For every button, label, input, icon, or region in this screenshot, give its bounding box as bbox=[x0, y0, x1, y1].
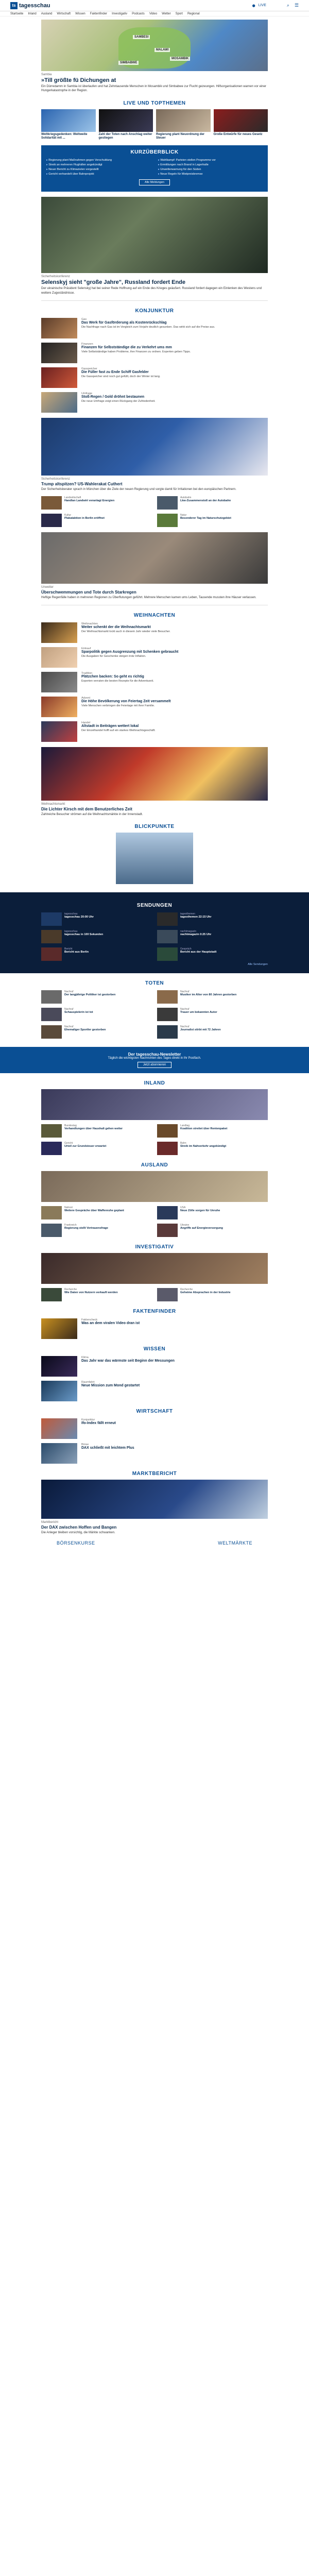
trump-kicker: Sicherheitskonferenz bbox=[41, 478, 71, 481]
hero-map-image bbox=[41, 20, 268, 71]
card-title: Weltkriegsgedenken: Weltweite Solidarität mit ... bbox=[41, 132, 88, 140]
item-kicker: Gas bbox=[81, 318, 87, 321]
sendungen-row bbox=[41, 947, 268, 961]
toten-kicker: Nachruf bbox=[180, 1008, 190, 1011]
grid-item[interactable] bbox=[157, 496, 268, 510]
sendungen-row bbox=[41, 912, 268, 926]
toten-kicker: Nachruf bbox=[64, 1025, 74, 1029]
site-header bbox=[0, 0, 309, 11]
nav-item[interactable]: Podcasts bbox=[132, 12, 145, 15]
item-title: Die Füller fast zu Ende Schiff Gasfelder bbox=[81, 370, 149, 375]
toten-title: Schauspielerin ist tot bbox=[64, 1011, 93, 1014]
sendung-kicker: tagesthemen bbox=[180, 912, 195, 916]
logo-text: tagesschau bbox=[19, 2, 50, 9]
inland-kicker: Gericht bbox=[64, 1142, 73, 1145]
inland-kicker: Bundestag bbox=[64, 1124, 77, 1128]
live-card[interactable] bbox=[99, 109, 153, 140]
kurz-item[interactable]: ▸ Regierung plant Maßnahmen gegen Verschuldung bbox=[46, 158, 151, 163]
investigativ-kicker: Recherche bbox=[64, 1288, 77, 1292]
item-title: Plätzchen backen: So geht es richtig bbox=[81, 674, 144, 679]
wirtschaft-item[interactable] bbox=[41, 1443, 268, 1464]
item-desc: Der Einzelhandel hofft auf ein starkes Weihnachtsgeschäft. bbox=[81, 728, 156, 732]
lead-teaser-text: Der ukrainische Präsident Selenskyj hat bei seiner Rede Hoffnung auf ein Ende des Krieges geäußert. Russland fordert dagegen ein Einlenken des Westens und weitere Zugeständnisse. bbox=[41, 287, 262, 295]
ausland-item-image bbox=[157, 1206, 178, 1219]
main-content bbox=[41, 20, 268, 140]
sendung-title: Bericht aus Berlin bbox=[64, 951, 89, 954]
section-heading-investigativ: INVESTIGATIV bbox=[135, 1244, 174, 1250]
sendung-item[interactable] bbox=[157, 947, 268, 961]
nav-item[interactable]: Wirtschaft bbox=[57, 12, 71, 15]
toten-kicker: Nachruf bbox=[64, 990, 74, 994]
kurz-item[interactable]: ▸ Wahlkampf: Parteien stellen Programme vor bbox=[158, 158, 263, 163]
card-image bbox=[99, 109, 153, 132]
investigativ-title: Geheime Absprachen in der Industrie bbox=[180, 1291, 231, 1295]
grid-title: Handlan Landwirt veranlagt Energien bbox=[64, 499, 115, 502]
item-image bbox=[41, 1418, 77, 1439]
nav-item[interactable]: Sport bbox=[175, 12, 183, 15]
item-kicker: Umfrage bbox=[81, 392, 93, 396]
grid-title: Lkw-Zusammenstoß an der Autobahn bbox=[180, 499, 231, 502]
map-label: MOSAMBIK bbox=[170, 57, 190, 61]
sendungen-row bbox=[41, 930, 268, 943]
toten-kicker: Nachruf bbox=[180, 990, 190, 994]
item-title: Die Höhe Bevölkerung von Feiertag Zeit versammelt bbox=[81, 699, 171, 703]
list-item[interactable] bbox=[41, 318, 268, 338]
inland-title: Koalition streitet über Rentenpaket bbox=[180, 1127, 228, 1131]
ausland-kicker: USA bbox=[180, 1206, 186, 1210]
item-desc: Viele Selbstständige haben Probleme, ihre Finanzen zu ordnen. Experten geben Tipps. bbox=[81, 350, 191, 354]
ausland-item-image bbox=[157, 1224, 178, 1237]
live-card[interactable] bbox=[214, 109, 268, 140]
newsletter-box bbox=[0, 1047, 309, 1073]
live-card[interactable] bbox=[41, 109, 96, 140]
section-heading-live: LIVE UND TOPTHEMEN bbox=[123, 100, 186, 106]
ausland-title: Regierung stellt Vertrauensfrage bbox=[64, 1227, 108, 1230]
item-desc: Die Gasspeicher sind noch gut gefüllt, doch der Winter ist lang. bbox=[81, 375, 161, 379]
item-kicker: Faktencheck bbox=[81, 1318, 98, 1322]
marktbericht-kicker: Marktbericht bbox=[41, 1521, 59, 1524]
newsletter-subscribe-button[interactable]: Jetzt abonnieren bbox=[138, 1062, 171, 1068]
card-title: Regierung plant Neuordnung der Steuer bbox=[156, 132, 204, 140]
wirtschaft-item[interactable] bbox=[41, 1418, 268, 1439]
sendung-kicker: Bericht bbox=[64, 947, 73, 951]
investigativ-item[interactable] bbox=[157, 1288, 268, 1301]
list-item[interactable] bbox=[41, 392, 268, 413]
item-kicker: Einkauf bbox=[81, 647, 91, 650]
item-title: Stoß-Regen / Gold dröhnt bestaunen bbox=[81, 395, 145, 399]
grid-kicker: Kultur bbox=[64, 513, 72, 517]
item-image bbox=[41, 318, 77, 338]
inland-image[interactable] bbox=[41, 1089, 268, 1120]
grid-item[interactable] bbox=[157, 514, 268, 527]
nav-item[interactable]: Regional bbox=[187, 12, 200, 15]
section-heading-weihnachten: WEIHNACHTEN bbox=[133, 612, 176, 618]
item-kicker: Gasspeicher bbox=[81, 367, 97, 371]
lead-kicker: Sicherheitskonferenz bbox=[41, 275, 71, 279]
kurz-item[interactable]: ▸ Ermittlungen nach Brand in Lagerhalle bbox=[158, 163, 263, 167]
live-card[interactable] bbox=[156, 109, 211, 140]
kurz-item[interactable]: ▸ Unwetterwarnung für den Süden bbox=[158, 167, 263, 172]
main-content-4 bbox=[41, 1080, 268, 1545]
market-teaser[interactable] bbox=[41, 747, 268, 817]
toten-image bbox=[157, 1008, 178, 1021]
item-title: Sparpolitik gegen Ausgrenzung mit Schenken gebraucht bbox=[81, 650, 179, 654]
list-item[interactable] bbox=[41, 672, 268, 692]
sendung-item[interactable] bbox=[41, 912, 152, 926]
kurz-list-left bbox=[46, 158, 151, 176]
card-image bbox=[214, 109, 268, 132]
teaser-grid bbox=[41, 514, 268, 527]
ausland-row bbox=[41, 1224, 268, 1237]
logo[interactable] bbox=[10, 2, 50, 9]
item-image bbox=[41, 1356, 77, 1377]
grid-item[interactable] bbox=[41, 514, 152, 527]
main-content-3 bbox=[41, 980, 268, 1039]
section-heading-konjunktur: KONJUNKTUR bbox=[135, 308, 174, 314]
inland-item[interactable] bbox=[41, 1142, 152, 1155]
blickpunkte-image[interactable] bbox=[116, 833, 193, 884]
toten-row bbox=[41, 1008, 268, 1021]
inland-item-image bbox=[41, 1142, 62, 1155]
teaser-grid bbox=[41, 496, 268, 510]
section-heading-wirtschaft: WIRTSCHAFT bbox=[136, 1409, 173, 1415]
nav-item[interactable]: Video bbox=[149, 12, 158, 15]
section-heading-inland: INLAND bbox=[144, 1080, 165, 1087]
toten-row bbox=[41, 990, 268, 1004]
logo-icon: ts bbox=[10, 2, 18, 9]
toten-title: Trauer um bekannten Autor bbox=[180, 1011, 217, 1014]
inland-row bbox=[41, 1124, 268, 1138]
item-image bbox=[41, 367, 77, 388]
toten-row bbox=[41, 1025, 268, 1039]
list-item[interactable] bbox=[41, 622, 268, 643]
item-kicker: Klima bbox=[81, 1356, 89, 1360]
toten-image bbox=[157, 1025, 178, 1039]
section-heading-marktbericht: MARKTBERICHT bbox=[132, 1471, 177, 1477]
ausland-item[interactable] bbox=[41, 1224, 152, 1237]
toten-title: Musiker im Alter von 80 Jahren gestorben bbox=[180, 993, 237, 997]
sendung-item[interactable] bbox=[41, 930, 152, 943]
list-item[interactable] bbox=[41, 697, 268, 717]
sendung-title: Bericht aus der Hauptstadt bbox=[180, 951, 217, 954]
flood-teaser[interactable] bbox=[41, 532, 268, 600]
hero-teaser[interactable] bbox=[41, 20, 268, 93]
flood-title[interactable]: Überschwemmungen und Tote durch Starkregen bbox=[41, 589, 136, 595]
konjunktur-list bbox=[41, 318, 268, 413]
investigativ-item[interactable] bbox=[41, 1288, 152, 1301]
item-image bbox=[41, 647, 77, 668]
ausland-title: Neue Zölle sorgen für Unruhe bbox=[180, 1209, 220, 1213]
market-teaser-text: Zahlreiche Besucher strömen auf die Weihnachtsmärkte in der Innenstadt. bbox=[41, 812, 143, 816]
sendungen-more-link[interactable]: Alle Sendungen bbox=[248, 963, 268, 967]
inland-item[interactable] bbox=[157, 1142, 268, 1155]
map-label: SIMBABWE bbox=[118, 61, 139, 65]
sendung-kicker: Gespräch bbox=[180, 947, 192, 951]
grid-title: Plakataktion in Berlin eröffnet bbox=[64, 516, 105, 520]
ausland-item-image bbox=[41, 1224, 62, 1237]
grid-item[interactable] bbox=[41, 496, 152, 510]
inland-title: Verhandlungen über Haushalt gehen weiter bbox=[64, 1127, 123, 1131]
hero-title[interactable]: »Till größte fü Dichungen at bbox=[41, 77, 116, 83]
sendungen-section bbox=[0, 892, 309, 973]
item-image bbox=[41, 1318, 77, 1339]
inland-title: Urteil zur Grundsteuer erwartet bbox=[64, 1145, 107, 1148]
ausland-row bbox=[41, 1206, 268, 1219]
section-heading-wissen: WISSEN bbox=[143, 1346, 166, 1352]
item-kicker: Tradition bbox=[81, 671, 93, 675]
live-cards bbox=[41, 109, 268, 140]
item-title: Altstadt in Beiträgen wettert lokal bbox=[81, 724, 139, 728]
sendung-image bbox=[157, 912, 178, 926]
item-kicker: Weihnachten bbox=[81, 622, 98, 625]
toten-image bbox=[41, 1008, 62, 1021]
trump-teaser[interactable] bbox=[41, 418, 268, 492]
nav-item[interactable]: Wissen bbox=[75, 12, 85, 15]
ausland-title: Angriffe auf Energieversorgung bbox=[180, 1227, 223, 1230]
nav-item[interactable]: Startseite bbox=[10, 12, 24, 15]
investigativ-item-image bbox=[41, 1288, 62, 1301]
grid-image bbox=[157, 496, 178, 510]
wissen-item[interactable] bbox=[41, 1356, 268, 1377]
item-desc: Die Ausgaben für Geschenke steigen trotz Inflation. bbox=[81, 654, 146, 658]
item-title: Das Werk für Gasförderung als Kostenrückschlag bbox=[81, 321, 167, 325]
lead-image bbox=[41, 197, 268, 273]
sendung-image bbox=[157, 947, 178, 961]
grid-image bbox=[41, 514, 62, 527]
item-image bbox=[41, 1381, 77, 1401]
toten-kicker: Nachruf bbox=[180, 1025, 190, 1029]
grid-kicker: Landwirtschaft bbox=[64, 496, 81, 499]
item-desc: Viele Menschen verbringen die Feiertage mit ihrer Familie. bbox=[81, 704, 155, 707]
toten-item[interactable] bbox=[41, 990, 152, 1004]
ausland-title: Weitere Gespräche über Waffenruhe geplant bbox=[64, 1209, 124, 1213]
ausland-item[interactable] bbox=[157, 1206, 268, 1219]
kurz-item[interactable]: ▸ Streik an mehreren Flughäfen angekündigt bbox=[46, 163, 151, 167]
inland-title: Streik im Nahverkehr angekündigt bbox=[180, 1145, 227, 1148]
item-kicker: Konjunktur bbox=[81, 1418, 95, 1422]
live-label: LIVE bbox=[258, 3, 266, 7]
item-image bbox=[41, 721, 77, 742]
toten-kicker: Nachruf bbox=[64, 1008, 74, 1011]
item-title: Neue Mission zum Mond gestartet bbox=[81, 1384, 140, 1388]
nav-item[interactable]: Ausland bbox=[41, 12, 53, 15]
menu-icon[interactable]: ☰ bbox=[294, 3, 299, 8]
toten-item[interactable] bbox=[41, 1008, 152, 1021]
item-image bbox=[41, 1443, 77, 1464]
grid-image bbox=[41, 496, 62, 510]
investigativ-image[interactable] bbox=[41, 1253, 268, 1284]
item-kicker: Handel bbox=[81, 721, 91, 724]
faktenfinder-item[interactable] bbox=[41, 1318, 268, 1339]
nav-item[interactable]: Investigativ bbox=[112, 12, 128, 15]
grid-kicker: Autobahn bbox=[180, 496, 192, 499]
weihnachten-list bbox=[41, 622, 268, 742]
item-desc: Die neue Umfrage zeigt einen Rückgang der Zufriedenheit. bbox=[81, 400, 156, 403]
item-image bbox=[41, 672, 77, 692]
ausland-item[interactable] bbox=[157, 1224, 268, 1237]
investigativ-title: Wie Daten von Nutzern verkauft werden bbox=[64, 1291, 118, 1295]
section-heading-ausland: AUSLAND bbox=[141, 1162, 168, 1168]
section-heading-blickpunkte: BLICKPUNKTE bbox=[134, 824, 175, 830]
toten-item[interactable] bbox=[41, 1025, 152, 1039]
inland-row bbox=[41, 1142, 268, 1155]
ausland-kicker: Ukraine bbox=[180, 1224, 190, 1227]
flood-image bbox=[41, 532, 268, 584]
main-content-2 bbox=[41, 197, 268, 884]
inland-kicker: Bahn bbox=[180, 1142, 186, 1145]
kurz-item[interactable]: ▸ Gericht verhandelt über Bahnprojekt bbox=[46, 172, 151, 177]
item-kicker: Advent bbox=[81, 696, 91, 700]
marktbericht-teaser-text: Die Anleger bleiben vorsichtig, die Märkte schwanken. bbox=[41, 1531, 115, 1535]
item-image bbox=[41, 343, 77, 363]
kurz-item[interactable]: ▸ Neuer Bericht zu Klimazielen vorgestellt bbox=[46, 167, 151, 172]
marktbericht-teaser[interactable] bbox=[41, 1480, 268, 1535]
item-kicker: Finanzen bbox=[81, 343, 93, 346]
sendung-title: tagesschau 20:00 Uhr bbox=[64, 916, 94, 919]
item-title: Das Jahr war das wärmste seit Beginn der Messungen bbox=[81, 1359, 175, 1363]
inland-item-image bbox=[157, 1142, 178, 1155]
toten-image bbox=[41, 990, 62, 1004]
sendung-title: tagesthemen 22:15 Uhr bbox=[180, 916, 212, 919]
toten-item[interactable] bbox=[157, 1025, 268, 1039]
flood-kicker: Unwetter bbox=[41, 585, 54, 589]
item-title: Ifo-Index fällt erneut bbox=[81, 1421, 116, 1426]
map-label: MALAWI bbox=[154, 48, 170, 52]
section-heading-toten: TOTEN bbox=[145, 980, 164, 987]
main-nav bbox=[0, 11, 309, 16]
hero-kicker: Sambia bbox=[41, 73, 52, 76]
toten-image bbox=[41, 1025, 62, 1039]
newsletter-text: Täglich die wichtigsten Nachrichten des Tages direkt in Ihr Postfach. bbox=[108, 1057, 201, 1060]
nav-item[interactable]: Inland bbox=[28, 12, 37, 15]
lead-teaser[interactable] bbox=[41, 197, 268, 295]
card-title: Große Entwürfe für neues Gesetz bbox=[213, 132, 263, 136]
wissen-item[interactable] bbox=[41, 1381, 268, 1401]
toten-title: Journalist stirbt mit 72 Jahren bbox=[180, 1028, 221, 1032]
sendung-item[interactable] bbox=[41, 947, 152, 961]
item-image bbox=[41, 392, 77, 413]
card-image bbox=[41, 109, 96, 132]
item-title: DAX schließt mit leichtem Plus bbox=[81, 1446, 134, 1450]
toten-image bbox=[157, 990, 178, 1004]
toten-item[interactable] bbox=[157, 1008, 268, 1021]
item-title: Finanzen für Selbstständige die zu Verkehrt ums mm bbox=[81, 346, 172, 350]
nav-item[interactable]: Wetter bbox=[162, 12, 171, 15]
kurz-all-button[interactable]: Alle Meldungen bbox=[139, 179, 170, 185]
nav-item[interactable]: Faktenfinder bbox=[90, 12, 108, 15]
kurzueberblick-box bbox=[41, 145, 268, 192]
list-item[interactable] bbox=[41, 647, 268, 668]
trump-image bbox=[41, 418, 268, 476]
kurz-item[interactable]: ▸ Neue Regeln für Mietpreisbremse bbox=[158, 172, 263, 177]
link-boersenkurse[interactable]: BÖRSENKURSE bbox=[57, 1540, 95, 1546]
item-kicker: Raumfahrt bbox=[81, 1381, 95, 1384]
investigativ-kicker: Recherche bbox=[180, 1288, 193, 1292]
link-weltmaerkte[interactable]: WELTMÄRKTE bbox=[218, 1540, 252, 1546]
section-heading-kurz: KURZÜBERBLICK bbox=[130, 149, 179, 156]
toten-title: Ehemaliger Sportler gestorben bbox=[64, 1028, 106, 1032]
card-title: Zahl der Toten nach Anschlag weiter gestiegen bbox=[98, 132, 152, 140]
investigativ-item-image bbox=[157, 1288, 178, 1301]
trump-title[interactable]: Trump altspitzen? US-Wahlerakat Cuthert bbox=[41, 482, 123, 487]
divider bbox=[41, 300, 268, 301]
market-image bbox=[41, 747, 268, 801]
item-image bbox=[41, 622, 77, 643]
inland-item-image bbox=[41, 1124, 62, 1138]
marktbericht-image bbox=[41, 1480, 268, 1519]
sendung-image bbox=[41, 947, 62, 961]
list-item[interactable] bbox=[41, 343, 268, 363]
sendung-kicker: nachtmagazin bbox=[180, 930, 197, 934]
sendung-image bbox=[41, 930, 62, 943]
inland-item-image bbox=[157, 1124, 178, 1138]
newsletter-title: Der tagesschau-Newsletter bbox=[128, 1052, 181, 1057]
inland-kicker: Landtag bbox=[180, 1124, 190, 1128]
investigativ-row bbox=[41, 1288, 268, 1301]
ausland-kicker: Frankreich bbox=[64, 1224, 77, 1227]
ausland-image[interactable] bbox=[41, 1171, 268, 1202]
sendung-image bbox=[41, 912, 62, 926]
sendung-title: tagesschau in 100 Sekunden bbox=[64, 933, 104, 937]
ausland-kicker: Nahost bbox=[64, 1206, 73, 1210]
kurz-list-right bbox=[158, 158, 263, 176]
marktbericht-title[interactable]: Der DAX zwischen Hoffen und Bangen bbox=[41, 1525, 117, 1530]
section-heading-faktenfinder: FAKTENFINDER bbox=[133, 1309, 176, 1315]
grid-image bbox=[157, 514, 178, 527]
trump-teaser-text: Der Sicherheitsberater sprach in München über die Ziele der neuen Regierung und sorgte damit für Irritationen bei den europäischen Partnern. bbox=[41, 488, 236, 492]
toten-item[interactable] bbox=[157, 990, 268, 1004]
card-image bbox=[156, 109, 211, 132]
ausland-item-image bbox=[41, 1206, 62, 1219]
hero-teaser-text: Ein Dürredamm in Sambia ist überlaufen und hat Zehntausende Menschen in Mosambik und Simbabwe zur Flucht gezwungen. Hilfsorganisationen warnen vor einer Hungerkatastrophe in der Region. bbox=[41, 85, 266, 93]
sendung-item[interactable] bbox=[157, 912, 268, 926]
map-label: SAMBESI bbox=[133, 35, 150, 39]
sendung-title: nachtmagazin 0:25 Uhr bbox=[180, 933, 212, 937]
search-icon[interactable]: ⌕ bbox=[286, 3, 289, 8]
sendung-kicker: tagesschau bbox=[64, 930, 78, 934]
live-icon: ● bbox=[252, 3, 255, 8]
section-heading-sendungen: SENDUNGEN bbox=[136, 903, 173, 909]
lead-title[interactable]: Selenskyj sieht "große Jahre", Russland fordert Ende bbox=[41, 279, 186, 286]
sendung-image bbox=[157, 930, 178, 943]
inland-item[interactable] bbox=[41, 1124, 152, 1138]
grid-title: Besonderer Tag im Naturschutzgebiet bbox=[180, 516, 231, 520]
inland-item[interactable] bbox=[157, 1124, 268, 1138]
grid-kicker: Natur bbox=[180, 513, 187, 517]
item-image bbox=[41, 697, 77, 717]
item-desc: Der Weihnachtsmarkt lockt auch in diesem Jahr wieder viele Besucher. bbox=[81, 630, 170, 633]
item-title: Weiter schenkt der die Weihnachtsmarkt bbox=[81, 625, 151, 629]
list-item[interactable] bbox=[41, 367, 268, 388]
market-title[interactable]: Die Lichter Kirsch mit dem Benutzerliches Zeit bbox=[41, 806, 132, 811]
sendung-item[interactable] bbox=[157, 930, 268, 943]
live-indicator[interactable] bbox=[252, 4, 266, 8]
item-desc: Experten verraten die besten Rezepte für die Adventszeit. bbox=[81, 679, 154, 683]
sendung-kicker: tagesschau bbox=[64, 912, 78, 916]
list-item[interactable] bbox=[41, 721, 268, 742]
item-kicker: Börse bbox=[81, 1443, 89, 1447]
market-links bbox=[41, 1540, 268, 1546]
item-title: Was an dem viralen Video dran ist bbox=[81, 1321, 140, 1326]
item-desc: Die Nachfrage nach Gas ist im Vergleich zum Vorjahr deutlich gesunken. Das wirkt sich auf die Preise aus. bbox=[81, 326, 215, 329]
market-kicker: Weihnachtsmarkt bbox=[41, 802, 65, 806]
ausland-item[interactable] bbox=[41, 1206, 152, 1219]
toten-title: Der langjährige Politiker ist gestorben bbox=[64, 993, 116, 997]
flood-teaser-text: Heftige Regenfälle haben in mehreren Regionen zu Überflutungen geführt. Mehrere Menschen kamen ums Leben, Tausende mussten ihre Häuser verlassen. bbox=[41, 596, 256, 599]
